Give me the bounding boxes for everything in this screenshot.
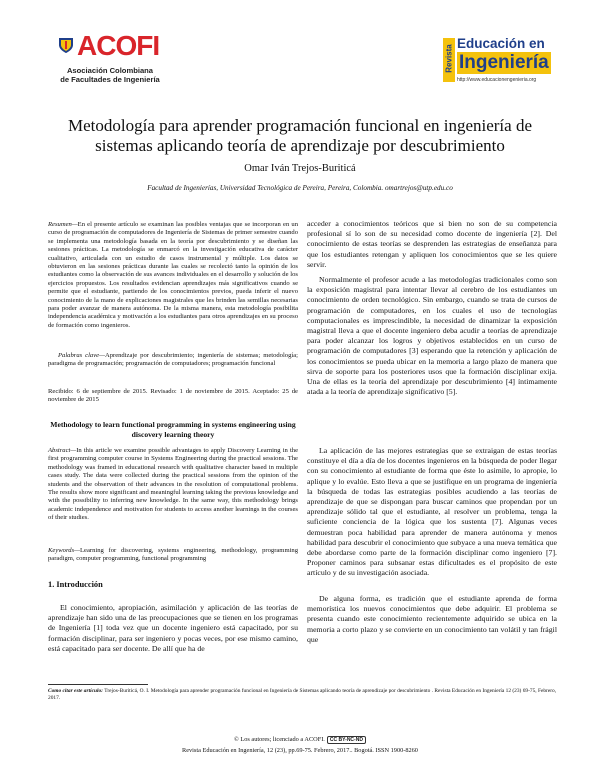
acofi-subtitle: Asociación Colombiana de Facultades de Ingeniería	[60, 66, 160, 84]
paper-affiliation: Facultad de Ingenierías, Universidad Tecnológica de Pereira, Pereira, Colombia. omartrejos@utp.edu.co	[147, 184, 453, 192]
footnote-rule	[48, 684, 148, 685]
citation-footnote: Como citar este artículo: Trejos-Buriticá, O. I. Metodología para aprender programación funcional en Ingeniería de Sistemas aplicando teoría de aprendizaje por descubrimiento . Revista Educación en Ingeniería 12 (23) 69-75, Febrero, 2017.	[48, 688, 557, 701]
cc-license-badge: CC BY-NC-ND	[327, 736, 366, 744]
right-paragraph-2: Normalmente el profesor acude a las metodologías tradicionales como son la exposición magistral para intentar llevar al cerebro de los estudiantes un conocimiento de orden tecnológico. Sin embargo, cuando se trata de cursos de programación de computadores, en los cuales el uso de tecnologías computacionales es imprescindible, la necesidad de dinamizar la exposición magistral lleva a que el docente ingeniero deba acudir a teorías de aprendizaje para poder alcanzar los logros y objetivos establecidos en un curso de programación de computadores [3] esperando que la retención y aplicación de los conocimientos se pueda ubicar en la memoria a largo plazo de manera que sirva de soporte para los posteriores usos que la formación disciplinar exija. Una de ellas es la teoría del aprendizaje por descubrimiento [4] íntimamente atada a la teoría de aprendizaje significativo [5].	[307, 275, 557, 397]
journal-url: http://www.educacionengenieria.org	[457, 77, 537, 83]
intro-paragraph-1: El conocimiento, apropiación, asimilación y aplicación de las teorías de aprendizaje han sido una de las preocupaciones que se tienen en los programas de Ingeniería [1] toda vez que un docente ingeniero está capacitado, por su formación disciplinar, para ser ingeniero y pocas veces, por ese mismo camino, está capacitado para ser docente. De allí que ha de	[48, 603, 298, 653]
journal-side-tab: Revista	[443, 38, 455, 82]
paper-author: Omar Iván Trejos-Buriticá	[244, 163, 356, 174]
journal-citation-footer: Revista Educación en Ingeniería, 12 (23), pp.69-75. Febrero, 2017.. Bogotá. ISSN 1900-8260	[182, 747, 418, 754]
journal-line2: Ingeniería	[459, 52, 549, 73]
acofi-logo	[55, 30, 165, 92]
right-paragraph-1: acceder a conocimientos teóricos que si bien no son de su competencia profesional sí lo son de su necesidad como docente de ingeniería [2]. Del conocimiento de estas teorías se desprenden las estrategias de enseñanza para que los estudiantes retengan y apliquen los conocimientos que se les quiere servir.	[307, 219, 557, 269]
dates: Recibido: 6 de septiembre de 2015. Revisado: 1 de noviembre de 2015. Aceptado: 25 de noviembre de 2015	[48, 388, 298, 404]
right-paragraph-4: De alguna forma, es tradición que el estudiante aprenda de forma memorística los nuevos conocimientos que debe adquirir. El problema se presenta cuando este conocimiento recientemente adquirido se ubica en la memoria a corto plazo y se convierte en un conocimiento tan volátil y tan frágil que	[307, 594, 557, 644]
title-english: Methodology to learn functional programming in systems engineering using discovery learning theory	[50, 420, 296, 439]
abstract-es: Resumen—En el presente artículo se examinan las posibles ventajas que se incorporan en un curso de programación de computadores de Ingeniería de Sistemas de primer semestre cuando se implementa una metodología basada en la teoría por descubrimiento y se diseñan las sesiones prácticas. La metodología se enmarcó en la investigación educativa de carácter cualitativo, articulada con un estudio de casos instrumental y múltiple. Los datos se obtuvieron en las sesiones prácticas durante las cuales se recolectó tanto la opinión de los estudiantes como la observación de sus avances individuales en el desarrollo y solución de los ejercicios propuestos. Los resultados evidencian aprendizajes más significativos cuando se permite que el estudiante, partiendo de los conocimientos previos, pueda inferir el nuevo conocimiento de la mano de explicaciones magistrales que les brinden las semillas necesarias para poder avanzar de manera autónoma. De la misma manera, esta metodología posibilita independencia académica y motivación a los estudiantes para otros aprendizajes en su proceso de formación como ingenieros.	[48, 221, 298, 329]
license-line: © Los autores; licenciado a ACOFI. CC BY-NC-ND	[0, 736, 600, 744]
keywords-es: Palabras clave—Aprendizaje por descubrimiento; ingeniería de sistemas; metodología; paradigma de programación; programación de computadores; programación funcional	[48, 352, 298, 368]
keywords-en: Keywords—Learning for discovering, systems engineering, methodology, programming paradigm, computer programming, functional programming	[48, 547, 298, 563]
journal-logo	[443, 36, 553, 91]
paper-title: Metodología para aprender programación funcional en ingeniería de sistemas aplicando teoría de aprendizaje por descubrimiento	[68, 116, 532, 155]
abstract-en: Abstract—In this article we examine possible advantages to apply Discovery Learning in the first programming computer course in Systems Engineering during the practical sessions. The methodology was framed in educational research with qualitative character based in multiple cases study. The data were collected during the practical sessions from the opinion of the students and the observation of their advances in the resolution of computational problems. The results show more significant and meaningful learning taking the previous knowledge and with the possibility to inferring new knowledge. In the same way, this methodology brings academic independence and motivation for students to access another learnings in the courses of their studies.	[48, 447, 298, 522]
journal-line1: Educación en	[457, 36, 545, 51]
right-paragraph-3: La aplicación de las mejores estrategias que se extraigan de estas teorías constituye el día a día de los docentes ingenieros en la búsqueda de poder llegar con su conocimiento al estudiante de forma que éste lo asimile, lo apropie, lo aplique y lo evalúe. Esto lleva a que se justifique en un programa de ingeniería la búsqueda de todas las estrategias posibles acudiendo a las teorías de aprendizaje de que se dispongan para buscar caminos que propendan por un aprendizaje sólido tal que el estudiante, al resolver un problema, tenga la suficiente conciencia de la lógica que los sustenta [7]. Algunas veces demuestran poca habilidad para aprender de manera autónoma y menos habilidad para descubrir el conocimiento que subyace a una nueva temática que debe abordarse como parte de la formación disciplinar como ingeniero [7]. Proponer caminos para subsanar estas dificultades es el propósito de este artículo y de su investigación asociada.	[307, 446, 557, 578]
acofi-shield-icon	[57, 36, 75, 54]
section-heading-intro: 1. Introducción	[48, 580, 103, 589]
acofi-name: ACOFI	[77, 30, 160, 61]
